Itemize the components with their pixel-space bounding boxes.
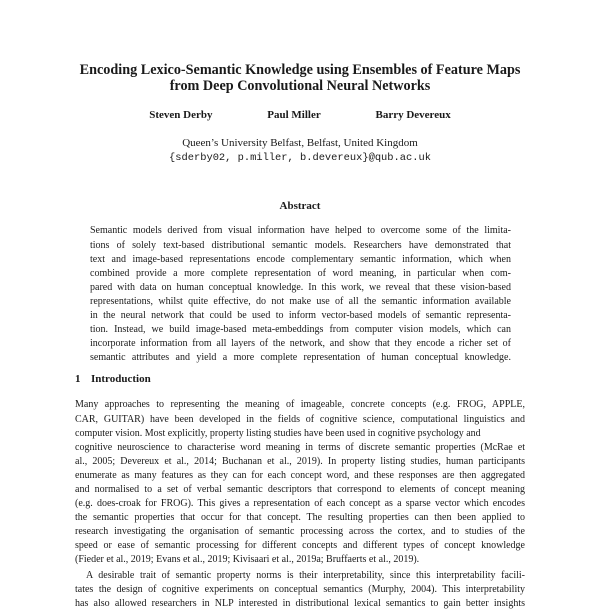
abstract-line: semantic attributes and yield a more complete representation of human conceptual knowledge. [90,352,511,363]
introduction-line: and normalised to a set of verbal semantic descriptors that correspond to elements of concept meaning [75,484,525,495]
abstract-heading: Abstract [279,200,321,212]
introduction-line: the semantic properties that occur for that concept. The resulting properties can then been applied to [75,512,525,523]
introduction-line: CAR, GUITAR) have been developed in the fields of cognitive science, computational linguistics and [75,414,525,425]
introduction-line: (Fieder et al., 2019; Evans et al., 2019; Kivisaari et al., 2019a; Bruffaerts et al., 2019). [75,554,420,565]
paper-title-line-1: Encoding Lexico-Semantic Knowledge using Ensembles of Feature Maps [79,62,521,78]
author-name: Steven Derby [149,109,213,121]
introduction-line: al., 2005; Devereux et al., 2014; Buchanan et al., 2019). In property listing studies, human participants [75,456,525,467]
abstract-line: Semantic models derived from visual information have helped to overcome some of the limita- [90,225,511,236]
introduction-line: has also allowed researchers in NLP interested in distributional lexical semantics to gain better insights [75,598,525,609]
section-heading-introduction [75,373,151,386]
abstract-line: incorporate information from all layers of the network, and show that they encode a richer set of [90,338,511,349]
introduction-line: research investigating the organisation of semantic processing across the cortex, and to studies of the [75,526,525,537]
introduction-line: A desirable trait of semantic property norms is their interpretability, since this interpretability facili- [86,570,525,581]
introduction-line: tates the design of cognitive experiments on conceptual semantics (Murphy, 2004). This interpretability [75,584,525,595]
abstract-line: text and image-based representations encode complementary semantic information, which when [90,254,511,265]
abstract-line: combined provide a more complete representation of word meaning, in particular when com- [90,268,511,279]
author-affiliation: Queen’s University Belfast, Belfast, United Kingdom [182,137,418,149]
introduction-line: enumerate as many features as they can for each concept word, and these responses are then aggregated [75,470,525,481]
paper-title-line-2: from Deep Convolutional Neural Networks [169,78,431,94]
abstract-line: tion. Instead, we build image-based meta-embeddings from computer vision models, which can [90,324,511,335]
introduction-line: (e.g. does-croak for FROG). This gives a representation of each concept as a sparse vector which encodes [75,498,525,509]
abstract-line: pared with data on human conceptual knowledge. In this work, we reveal that these vision-based [90,282,511,293]
introduction-line: cognitive neuroscience to characterise word meaning in terms of discrete semantic properties (McRae et [75,442,525,453]
abstract-line: in the neural network that could be used to inform vector-based models of semantic representa- [90,310,511,321]
author-list [0,109,600,122]
introduction-line: Many approaches to representing the meaning of imageable, concrete concepts (e.g. FROG, APPLE, [75,399,525,410]
author-name: Paul Miller [267,109,321,121]
abstract-line: representations, whilst quite effective, do not make use of all the semantic information available [90,296,511,307]
author-emails: {sderby02, p.miller, b.devereux}@qub.ac.uk [169,152,431,164]
section-number: 1 [75,373,81,385]
abstract-line: tions of solely text-based distributional semantic models. Researchers have demonstrated that [90,240,511,251]
introduction-line: speed or ease of semantic processing for different concepts and different types of concept knowledge [75,540,525,551]
introduction-line: computer vision. Most explicitly, property listing studies have been used in cognitive psychology and [75,428,481,439]
author-name: Barry Devereux [375,109,451,121]
section-title: Introduction [91,373,151,385]
